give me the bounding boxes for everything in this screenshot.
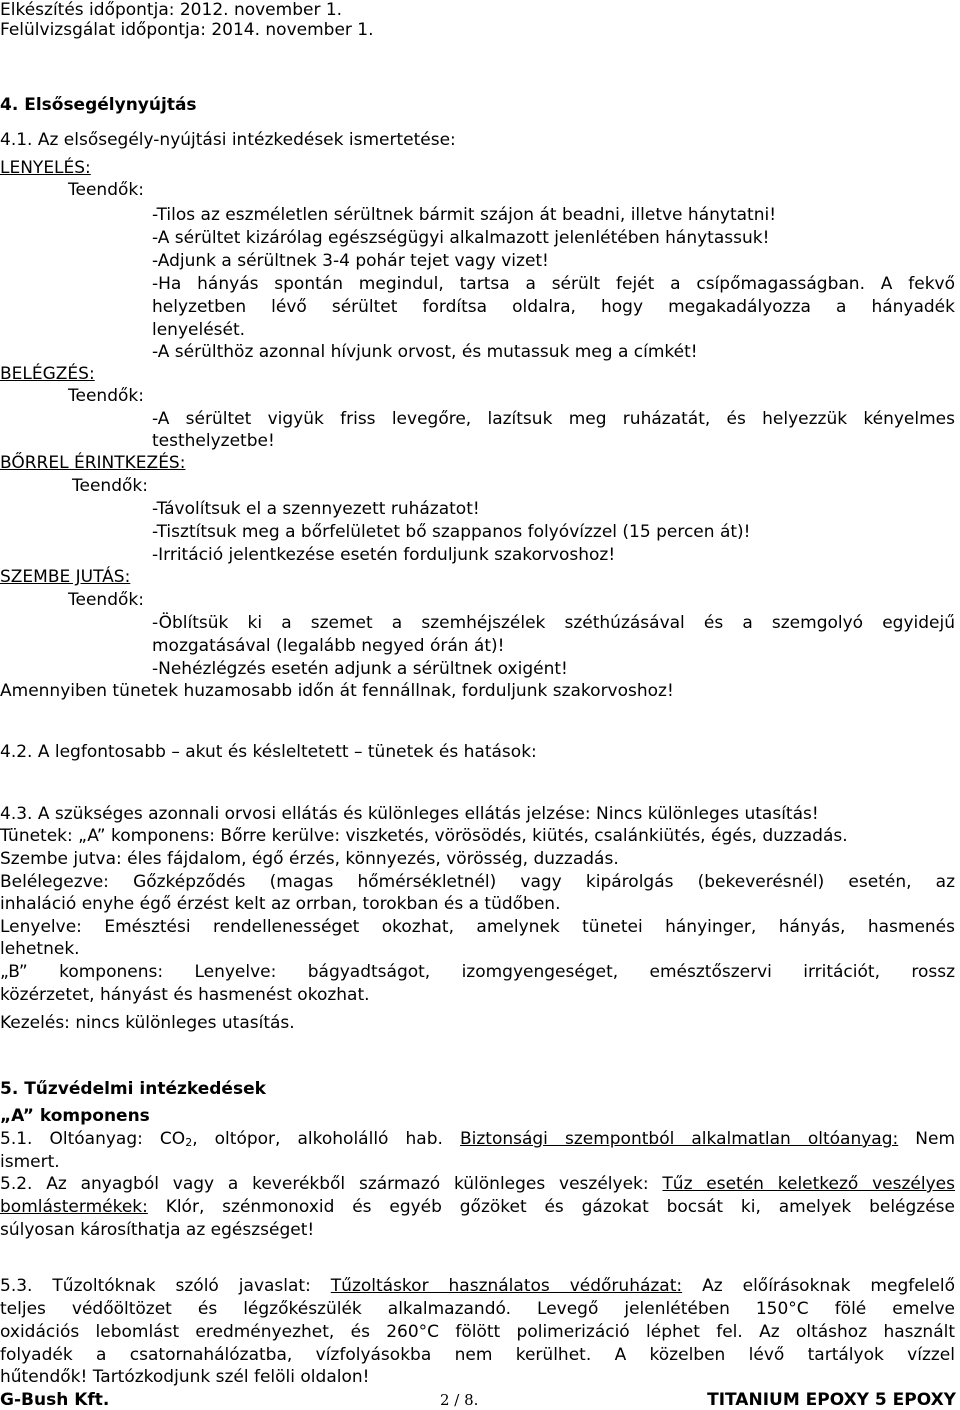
ingestion-line-6: lenyelését. (152, 320, 246, 340)
unsuitable-media-label: Biztonsági szempontból alkalmatlan oltóanyag: (459, 1129, 899, 1149)
footer-product-name: TITANIUM EPOXY 5 EPOXY (707, 1390, 956, 1410)
inhalation-todo-label: Teendők: (68, 386, 144, 406)
symptoms-line-3: Belélegezve: Gőzképződés (magas hőmérsékletnél) vagy kipárolgás (bekeverésnél) esetén, az (0, 872, 955, 892)
inhalation-line-1: -A sérültet vigyük friss levegőre, lazítsuk meg ruházatát, és helyezzük kényelmes (152, 409, 955, 429)
hazardous-decomposition-label-part-1: Tűz esetén keletkező veszélyes (662, 1174, 955, 1194)
ingestion-line-3: -Adjunk a sérültnek 3-4 pohár tejet vagy vizet! (152, 251, 549, 271)
section-5-1-line-1 (0, 1129, 955, 1153)
section-4-2-heading: 4.2. A legfontosabb – akut és késleltetett – tünetek és hatások: (0, 742, 537, 762)
section-4-title: 4. Elsősegélynyújtás (0, 95, 197, 115)
skin-line-3: -Irritáció jelentkezése esetén forduljunk szakorvoshoz! (152, 545, 616, 565)
hazardous-decomposition-label-part-2: bomlástermékek: (0, 1197, 148, 1217)
inhalation-heading: BELÉGZÉS: (0, 364, 95, 384)
section-5-3-line-3: oxidációs lebomlást eredményezhet, és 260°C fölött polimerizáció léphet fel. Az oltáshoz használt (0, 1322, 955, 1342)
footer-company: G-Bush Kft. (0, 1390, 110, 1410)
ingestion-line-7: -A sérülthöz azonnal hívjunk orvost, és mutassuk meg a címkét! (152, 342, 698, 362)
eye-line-3: -Nehézlégzés esetén adjunk a sérültnek oxigént! (152, 659, 568, 679)
eye-contact-heading: SZEMBE JUTÁS: (0, 567, 131, 587)
extinguishing-media-label: 5.1. Oltóanyag: CO (0, 1129, 186, 1149)
section-5-2-line-2 (0, 1197, 955, 1217)
section-5-3-line-2: teljes védőöltözet és légzőkészülék alkalmazandó. Levegő jelenlétében 150°C fölé emelve (0, 1299, 955, 1319)
section-5-title: 5. Tűzvédelmi intézkedések (0, 1079, 266, 1099)
special-hazards-label: 5.2. Az anyagból vagy a keverékből származó különleges veszélyek: (0, 1174, 663, 1194)
inhalation-line-2: testhelyzetbe! (152, 431, 275, 451)
firefighter-advice-label: 5.3. Tűzoltóknak szóló javaslat: (0, 1276, 331, 1296)
skin-contact-heading: BŐRREL ÉRINTKEZÉS: (0, 453, 186, 473)
symptoms-line-5: Lenyelve: Emésztési rendellenességet okozhat, amelynek tünetei hányinger, hányás, hasmenés (0, 917, 955, 937)
ingestion-line-4: -Ha hányás spontán megindul, tartsa a sérült fejét a csípőmagasságban. A fekvő (152, 274, 955, 294)
skin-todo-label: Teendők: (72, 476, 148, 496)
ingestion-line-2: -A sérültet kizárólag egészségügyi alkalmazott jelenlétében hánytassuk! (152, 228, 770, 248)
treatment-note: Kezelés: nincs különleges utasítás. (0, 1013, 295, 1033)
ingestion-line-5: helyzetben lévő sérültet fordítsa oldalra, hogy megakadályozza a hányadék (152, 297, 955, 317)
persistent-symptoms-note: Amennyiben tünetek huzamosabb időn át fennállnak, forduljunk szakorvoshoz! (0, 681, 674, 701)
component-a-heading: „A” komponens (0, 1106, 150, 1126)
ingestion-line-1: -Tilos az eszméletlen sérültnek bármit szájon át beadni, illetve hánytatni! (152, 205, 777, 225)
symptoms-line-6: lehetnek. (0, 939, 80, 959)
section-4-3-heading: 4.3. A szükséges azonnali orvosi ellátás és különleges ellátás jelzése: Nincs különleges utasítás! (0, 804, 819, 824)
skin-line-2: -Tisztítsuk meg a bőrfelületet bő szappanos folyóvízzel (15 percen át)! (152, 522, 751, 542)
section-5-3-line-5: hűtendők! Tartózkodjunk szél felöli oldalon! (0, 1367, 370, 1387)
created-date: Elkészítés időpontja: 2012. november 1. (0, 0, 343, 20)
ingestion-todo-label: Teendők: (68, 180, 144, 200)
section-5-1-line-2: ismert. (0, 1152, 60, 1172)
unsuitable-media-value: Nem (898, 1129, 956, 1149)
section-5-3-line-4: folyadék a csatornahálózatba, vízfolyásokba nem kerülhet. A közelben lévő tartályok vízzel (0, 1345, 955, 1365)
section-4-1-heading: 4.1. Az elsősegély-nyújtási intézkedések ismertetése: (0, 130, 456, 150)
section-5-2-line-1 (0, 1174, 955, 1194)
skin-line-1: -Távolítsuk el a szennyezett ruházatot! (152, 499, 480, 519)
protective-clothing-label: Tűzoltáskor használatos védőruházat: (330, 1276, 683, 1296)
protective-clothing-text: Az előírásoknak megfelelő (682, 1276, 955, 1296)
eye-todo-label: Teendők: (68, 590, 144, 610)
hazardous-decomposition-text: Klór, szénmonoxid és egyéb gőzöket és gázokat bocsát ki, amelyek belégzése (147, 1197, 955, 1217)
co2-subscript: 2 (185, 1136, 193, 1149)
symptoms-line-7: „B” komponens: Lenyelve: bágyadtságot, izomgyengeséget, emésztőszervi irritációt, rossz (0, 962, 955, 982)
symptoms-line-8: közérzetet, hányást és hasmenést okozhat. (0, 985, 370, 1005)
symptoms-line-1: Tünetek: „A” komponens: Bőrre kerülve: viszketés, vörösödés, kiütés, csalánkiütés, égés, duzzadás. (0, 826, 848, 846)
footer-page-number: 2 / 8. (440, 1391, 479, 1409)
ingestion-heading: LENYELÉS: (0, 158, 91, 178)
eye-line-1: -Öblítsük ki a szemet a szemhéjszélek széthúzásával és a szemgolyó egyidejű (152, 613, 955, 633)
extinguishing-media-text: , oltópor, alkoholálló hab. (192, 1129, 460, 1149)
eye-line-2: mozgatásával (legalább negyed órán át)! (152, 636, 505, 656)
section-5-3-line-1 (0, 1276, 955, 1296)
section-5-2-line-3: súlyosan károsíthatja az egészséget! (0, 1220, 315, 1240)
symptoms-line-4: inhaláció enyhe égő érzést kelt az orrban, torokban és a tüdőben. (0, 894, 561, 914)
revised-date: Felülvizsgálat időpontja: 2014. november 1. (0, 20, 374, 40)
symptoms-line-2: Szembe jutva: éles fájdalom, égő érzés, könnyezés, vörösség, duzzadás. (0, 849, 619, 869)
